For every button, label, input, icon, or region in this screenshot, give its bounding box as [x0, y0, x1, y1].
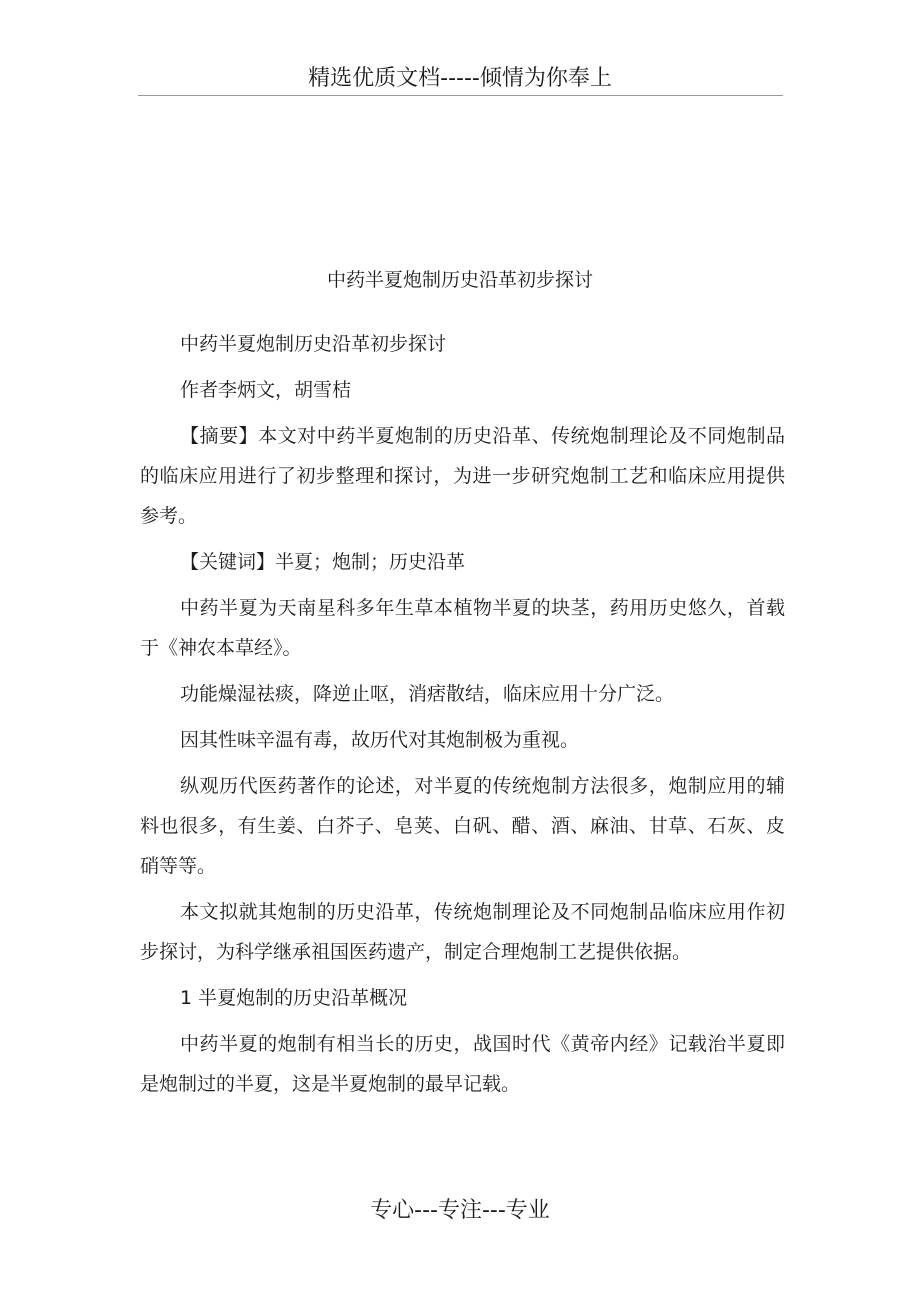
- paragraph-authors: 作者李炳文，胡雪桔: [180, 379, 352, 401]
- paragraph-subtitle: 中药半夏炮制历史沿革初步探讨: [180, 333, 447, 355]
- paragraph-purpose: 本文拟就其炮制的历史沿革，传统炮制理论及不同炮制品临床应用作初步探讨，为科学继承祖国医药遗产，制定合理炮制工艺提供依据。: [140, 901, 785, 963]
- section-heading: 1 半夏炮制的历史沿革概况: [180, 987, 408, 1009]
- page-header: 精选优质文档-----倾情为你奉上: [308, 66, 612, 91]
- paragraph-abstract: 【摘要】本文对中药半夏炮制的历史沿革、传统炮制理论及不同炮制品的临床应用进行了初步整理和探讨，为进一步研究炮制工艺和临床应用提供参考。: [140, 425, 785, 527]
- document-body: [140, 324, 785, 1104]
- paragraph-intro: 中药半夏为天南星科多年生草本植物半夏的块茎，药用历史悠久，首载于《神农本草经》。: [140, 597, 785, 659]
- paragraph-function: 功能燥湿祛痰，降逆止呕，消痞散结，临床应用十分广泛。: [180, 683, 675, 705]
- paragraph-history: 中药半夏的炮制有相当长的历史，战国时代《黄帝内经》记载治半夏即是炮制过的半夏，这是半夏炮制的最早记载。: [140, 1033, 785, 1095]
- page-footer: 专心---专注---专业: [370, 1198, 550, 1223]
- paragraph-methods: 纵观历代医药著作的论述，对半夏的传统炮制方法很多，炮制应用的辅料也很多，有生姜、白芥子、皂荚、白矾、醋、酒、麻油、甘草、石灰、皮硝等等。: [140, 775, 785, 877]
- document-title: 中药半夏炮制历史沿革初步探讨: [326, 269, 593, 291]
- paragraph-keywords: 【关键词】半夏；炮制；历史沿革: [180, 551, 466, 573]
- paragraph-toxicity: 因其性味辛温有毒，故历代对其炮制极为重视。: [180, 729, 580, 751]
- header-divider: [138, 95, 783, 96]
